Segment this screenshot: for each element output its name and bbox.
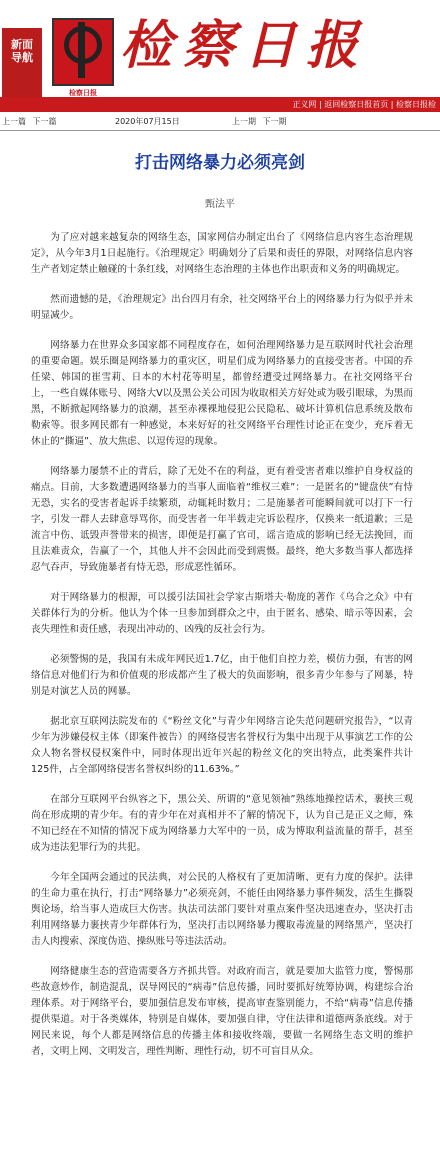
article-paragraph: 然而遗憾的是，《治理规定》出台四月有余，社交网络平台上的网络暴力行为似乎并未明显减少。 xyxy=(31,294,413,321)
side-nav-line1: 新面 xyxy=(11,38,33,51)
link-back-home[interactable]: 返回检察日报首页 xyxy=(324,100,389,109)
next-article-link[interactable]: 下一篇 xyxy=(32,117,57,126)
link-zhengyiwang[interactable]: 正义网 xyxy=(292,100,317,109)
article-paragraph: 网络健康生态的营造需要各方齐抓共管。对政府而言，就是要加大监管力度，警惕那些故意炒作，制造混乱，误导网民的“病毒”信息传播，同时要抓好统筹协调，构建综合治理体系。对于网络平台，要加强信息发布审核，提高审查鉴别能力，不给“病毒”信息传播提供渠道。对于各类媒体，特别是自媒体，要加强自律，守住法律和道德两条底线。对于网民来说，每个人都是网络信息的传播主体和接收终端，要做一名网络生态文明的维护者，文明上网、文明发言，理性判断、理性行动，切不可盲目从众。 xyxy=(31,966,413,1057)
issue-nav-right xyxy=(232,114,291,130)
article-paragraph: 必须警惕的是，我国有未成年网民近1.7亿，由于他们自控力差，模仿力强，有害的网络信息对他们行为和价值观的形成都产生了极大的负面影响，很多青少年参与了网暴，特别是对演艺人员的网暴。 xyxy=(31,654,413,697)
side-navigation-button[interactable] xyxy=(2,28,42,108)
article-title: 打击网络暴力必须亮剑 xyxy=(135,153,305,173)
article-body xyxy=(31,230,413,1074)
logo-bar-icon xyxy=(78,22,85,78)
masthead xyxy=(0,0,440,112)
top-links xyxy=(292,97,436,112)
article-navigation xyxy=(0,114,440,131)
newspaper-logo xyxy=(52,18,114,86)
issue-date: 2020年07月15日 xyxy=(115,117,180,126)
next-issue-link[interactable]: 下一期 xyxy=(262,117,287,126)
article-paragraph: 为了应对越来越复杂的网络生态，国家网信办制定出台了《网络信息内容生态治理规定》，从今年3月1日起施行。《治理规定》明确划分了后果和责任的界限，对网络信息内容生产者划定禁止触碰的十条红线，对网络生态治理的主体也作出职责和义务的明确规定。 xyxy=(31,232,413,275)
article-nav-left xyxy=(2,114,61,130)
article-paragraph: 今年全国两会通过的民法典，对公民的人格权有了更加清晰、更有力度的保护。法律的生命力重在执行，打击“网络暴力”必须亮剑，不能任由网络暴力事件频发，活生生撕裂舆论场，给当事人造成巨大伤害。执法司法部门要针对重点案件坚决迅速查办，坚决打击利用网络暴力裹挟青少年群体行为，坚决打击以网络暴力攫取毒流量的网络黑产，坚决打击人肉搜索、深度伪造、操纵账号等违法活动。 xyxy=(31,872,413,947)
article-paragraph: 对于网络暴力的根源，可以援引法国社会学家古斯塔夫·勒庞的著作《乌合之众》中有关群体行为的分析。他认为个体一旦参加到群众之中，由于匿名、感染、暗示等因素，会丧失理性和责任感，表现出冲动的、凶残的反社会行为。 xyxy=(31,592,413,635)
article-author: 甄法平 xyxy=(205,199,235,210)
article-paragraph: 在部分互联网平台纵容之下，黑公关、所谓的“意见领袖”熟练地操控话术，裹挟三观尚在形成期的青少年。有的青少年在对真相并不了解的情况下，认为自己是正义之师，殊不知已经在不知情的情况下成为网络暴力大军中的一员，成为博取利益流量的帮手，甚至成为违法犯罪行为的共犯。 xyxy=(31,794,413,853)
article-paragraph: 网络暴力屡禁不止的背后，除了无处不在的利益，更有着受害者难以维护自身权益的痛点。目前，大多数遭遇网络暴力的当事人面临着“维权三难”：一是匿名的“键盘侠”有恃无恐，实名的受害者起诉手续繁琐，动辄耗时数月；二是施暴者可能瞬间就可以打下一行字，引发一群人去肆意辱骂你，而受害者一年半载走完诉讼程序，仅换来一纸道歉；三是流言中伤、诋毁声誉带来的损害，即便是打赢了官司，谣言造成的影响已经无法挽回，而且法难责众，告赢了一个，其他人并不会因此而受到震慑。最终，绝大多数当事人都选择忍气吞声，导致施暴者有恃无恐，形成恶性循环。 xyxy=(31,466,413,573)
logo-caption: 检察日报 xyxy=(69,89,97,97)
brand-title: 检察日报 xyxy=(120,15,369,76)
separator: | xyxy=(316,100,325,109)
prev-issue-link[interactable]: 上一期 xyxy=(232,117,256,126)
link-jiancha[interactable]: 检察日报检 xyxy=(396,100,436,109)
article-paragraph: 网络暴力在世界众多国家都不同程度存在，如何治理网络暴力是互联网时代社会治理的重要命题。娱乐圈是网络暴力的重灾区，明星们成为网络暴力的直接受害者。中国的乔任梁、韩国的崔雪莉、日本的木村花等明星，都曾经遭受过网络暴力。在社交网络平台上，一些自媒体账号、网络大V以及黑公关公司因为收取相关方好处或为吸引眼球，为黑而黑，不断掀起网络暴力的浪潮，甚至赤裸裸地侵犯公民隐私、破坏计算机信息系统及散布勒索等。很多网民都有一种感觉，本来好好的社交网络平台理性讨论正在变少，充斥着无休止的“撕逼”、放大焦虑、以逗传逗的现象。 xyxy=(31,340,413,447)
prev-article-link[interactable]: 上一篇 xyxy=(2,117,26,126)
article-paragraph: 据北京互联网法院发布的《“粉丝文化”与青少年网络言论失范问题研究报告》，“以青少年为涉嫌侵权主体（即案件被告）的网络侵害名誉权行为集中出现于从事演艺工作的公众人物名誉权侵权案件中，同时体现出近年兴起的粉丝文化的突出特点，此类案件共计125件，占全部网络侵害名誉权纠纷的11.63%。” xyxy=(31,716,413,775)
separator: | xyxy=(388,100,396,109)
side-nav-line2: 导航 xyxy=(11,51,33,64)
